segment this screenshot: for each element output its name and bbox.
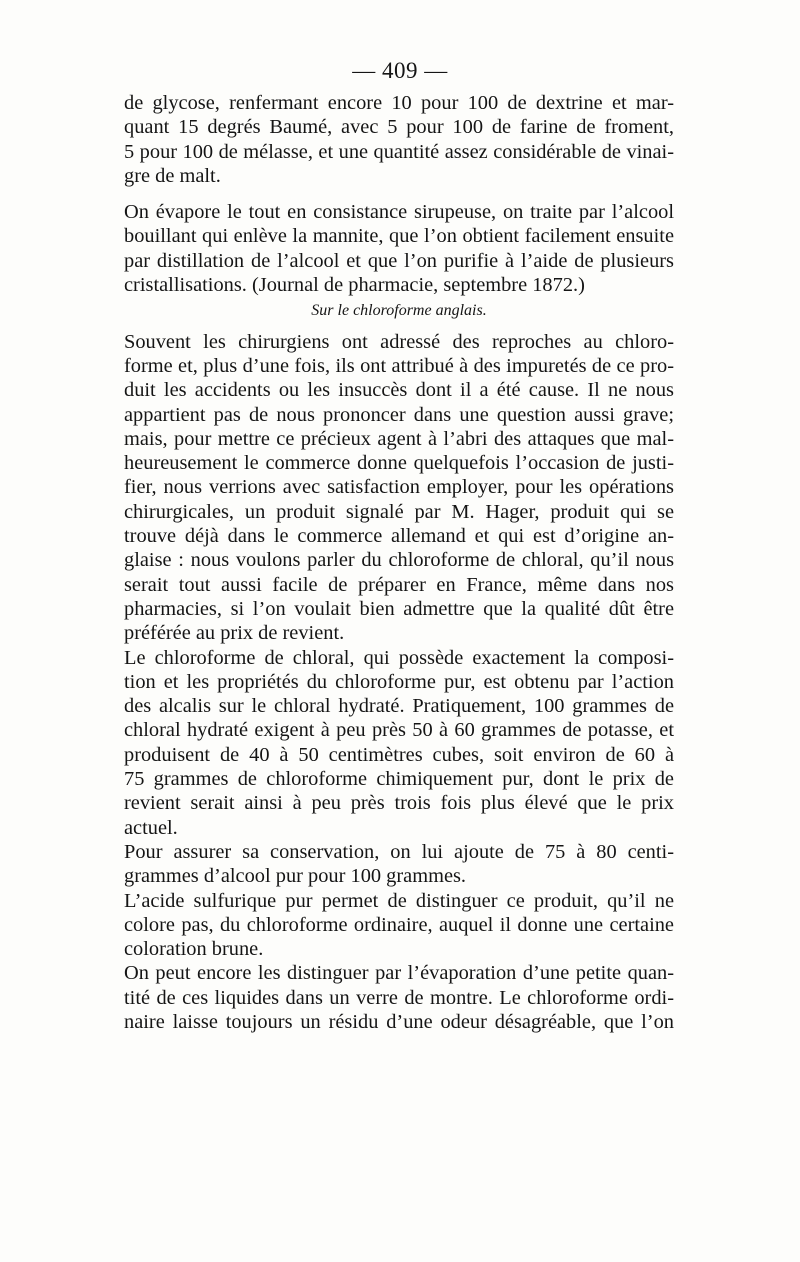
text-line: coloration brune. <box>124 938 264 961</box>
text-line: serait tout aussi facile de préparer en France, même dans nos <box>124 573 674 596</box>
text-line: tité de ces liquides dans un verre de montre. Le chloroforme ordi- <box>124 986 674 1009</box>
text-line: tion et les propriétés du chloroforme pur, est obtenu par l’action <box>124 670 674 693</box>
text-line: colore pas, du chloroforme ordinaire, auquel il donne une certaine <box>124 913 674 936</box>
text-line: Pour assurer sa conservation, on lui ajoute de 75 à 80 centi- <box>124 840 674 863</box>
section-heading: Sur le chloroforme anglais. <box>311 302 487 320</box>
text-line: naire laisse toujours un résidu d’une odeur désagréable, que l’on <box>124 1010 674 1033</box>
text-line: Souvent les chirurgiens ont adressé des reproches au chloro- <box>124 330 674 353</box>
text-line: On peut encore les distinguer par l’évaporation d’une petite quan- <box>124 962 674 985</box>
text-line: actuel. <box>124 816 178 839</box>
text-line: des alcalis sur le chloral hydraté. Pratiquement, 100 grammes de <box>124 695 674 718</box>
text-line: trouve déjà dans le commerce allemand et qui est d’origine an- <box>124 525 674 548</box>
text-line: Le chloroforme de chloral, qui possède exactement la composi- <box>124 646 674 669</box>
text-line: cristallisations. (Journal de pharmacie, septembre 1872.) <box>124 274 585 297</box>
text-line: L’acide sulfurique pur permet de distinguer ce produit, qu’il ne <box>124 889 674 912</box>
text-line: produisent de 40 à 50 centimètres cubes, soit environ de 60 à <box>124 743 674 766</box>
text-line: chirurgicales, un produit signalé par M. Hager, produit qui se <box>124 500 674 523</box>
text-line: On évapore le tout en consistance sirupeuse, on traite par l’alcool <box>124 201 674 224</box>
text-line: fier, nous verrions avec satisfaction employer, pour les opérations <box>124 476 674 499</box>
text-line: chloral hydraté exigent à peu près 50 à 60 grammes de potasse, et <box>124 719 674 742</box>
text-line: bouillant qui enlève la mannite, que l’on obtient facilement ensuite <box>124 225 674 248</box>
text-line: heureusement le commerce donne quelquefois l’occasion de justi- <box>124 452 674 475</box>
text-line: pharmacies, si l’on voulait bien admettre que la qualité dût être <box>124 597 674 620</box>
text-line: duit les accidents ou les insuccès dont il a été cause. Il ne nous <box>124 379 674 402</box>
text-line: de glycose, renfermant encore 10 pour 100 de dextrine et mar- <box>124 92 674 114</box>
text-line: glaise : nous voulons parler du chloroforme de chloral, qu’il nous <box>124 549 674 572</box>
text-line: 75 grammes de chloroforme chimiquement pur, dont le prix de <box>124 768 674 791</box>
body-text <box>124 91 674 1034</box>
text-line: mais, pour mettre ce précieux agent à l’abri des attaques que mal- <box>124 427 674 450</box>
text-line: forme et, plus d’une fois, ils ont attribué à des impuretés de ce pro- <box>124 354 674 377</box>
text-line: quant 15 degrés Baumé, avec 5 pour 100 de farine de froment, <box>124 116 674 139</box>
text-line: préférée au prix de revient. <box>124 622 345 645</box>
text-line: par distillation de l’alcool et que l’on purifie à l’aide de plusieurs <box>124 249 674 272</box>
text-line: gre de malt. <box>124 164 221 187</box>
text-line: grammes d’alcool pur pour 100 grammes. <box>124 865 467 888</box>
page-number: — 409 — <box>352 58 448 83</box>
text-line: 5 pour 100 de mélasse, et une quantité assez considérable de vinai- <box>124 140 674 163</box>
text-line: revient serait ainsi à peu près trois fois plus élevé que le prix <box>124 792 674 815</box>
text-line: appartient pas de nous prononcer dans une question aussi grave; <box>124 403 674 426</box>
